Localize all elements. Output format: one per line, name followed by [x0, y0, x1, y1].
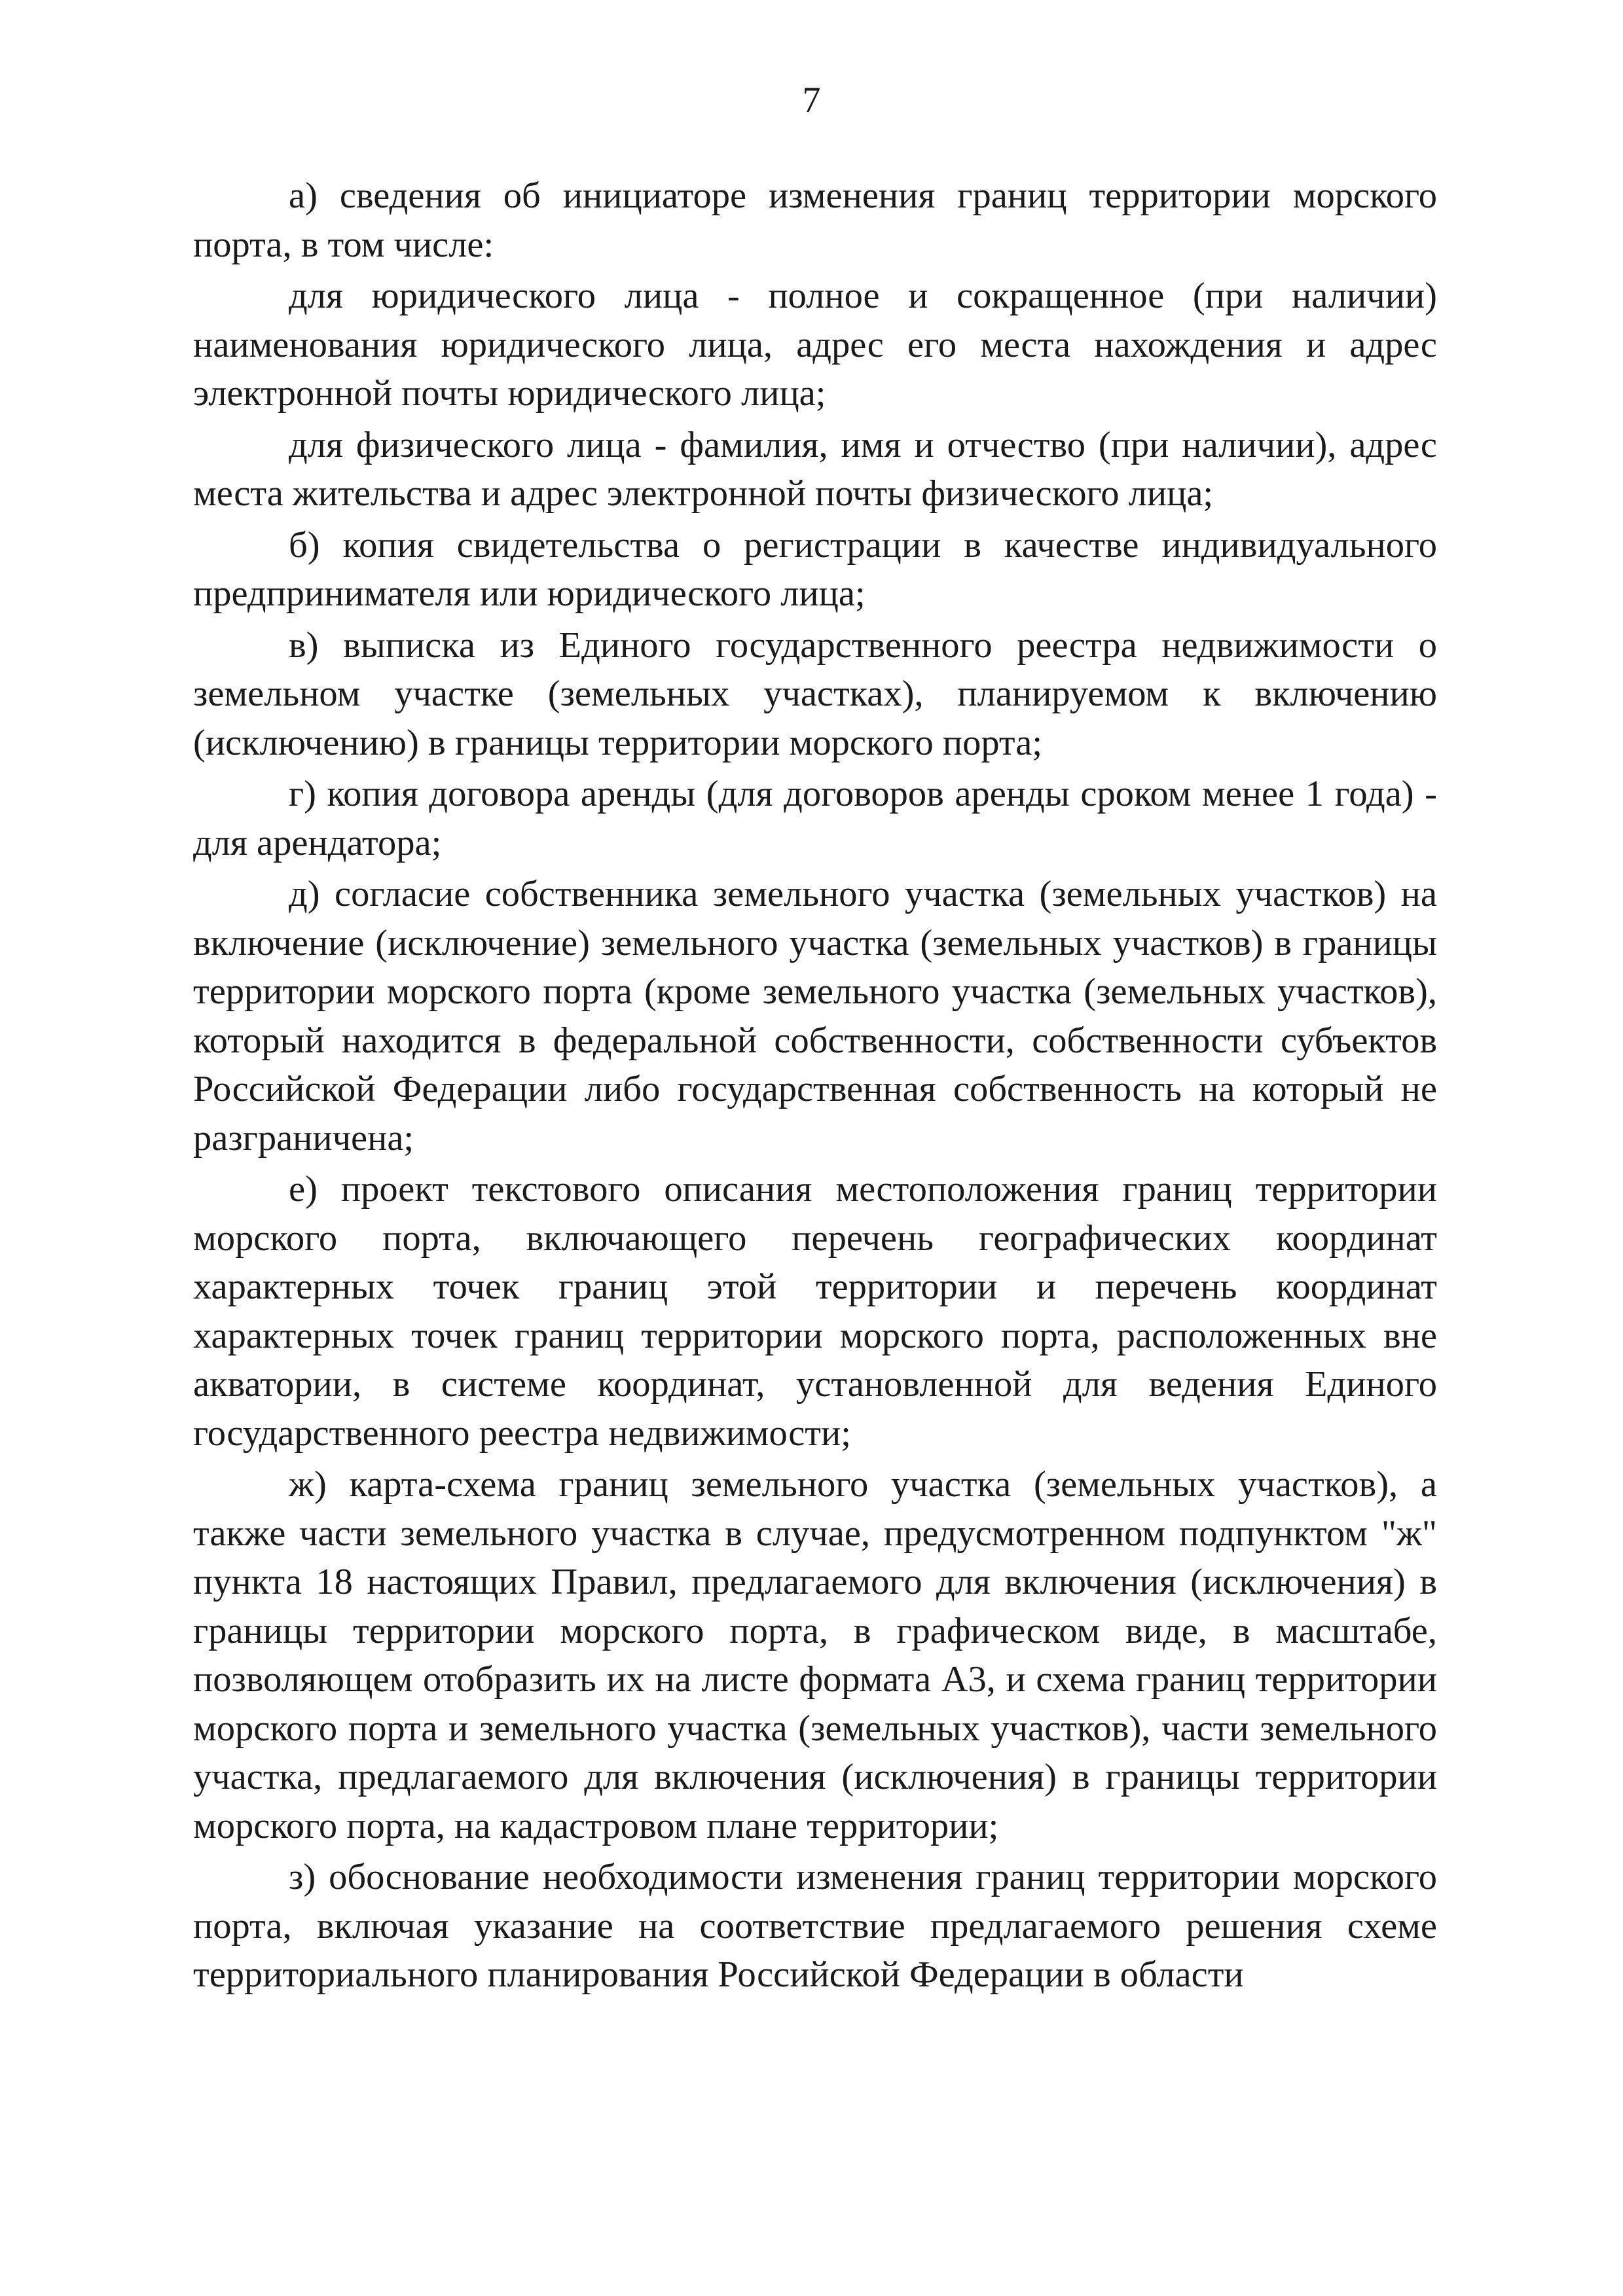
paragraph-a: а) сведения об инициаторе изменения границ территории морского порта, в том числе: — [193, 175, 1437, 265]
paragraph-legal-entity: для юридического лица - полное и сокращенное (при наличии) наименования юридического лица, адрес его места нахождения и адрес электронной почты юридического лица; — [193, 276, 1437, 414]
paragraph-individual: для физического лица - фамилия, имя и отчество (при наличии), адрес места жительства и адрес электронной почты физического лица; — [193, 424, 1437, 514]
paragraph-z: з) обоснование необходимости изменения границ территории морского порта, включая указание на соответствие предлагаемого решения схеме территориального планирования Российской Федерации в области — [193, 1857, 1437, 1995]
paragraph-v: в) выписка из Единого государственного реестра недвижимости о земельном участке (земельных участках), планируемом к включению (исключению) в границы территории морского порта; — [193, 624, 1437, 763]
paragraph-g: г) копия договора аренды (для договоров аренды сроком менее 1 года) - для арендатора; — [193, 774, 1437, 863]
paragraph-d: д) согласие собственника земельного участка (земельных участков) на включение (исключение) земельного участка (земельных участков) в границы территории морского порта (кроме земельного участка (земельных участков), который находится в федеральной собственности, собственности субъектов Российской Федерации либо государственная собственность на который не разграничена; — [193, 874, 1437, 1158]
paragraph-zh: ж) карта-схема границ земельного участка (земельных участков), а также части земельного участка в случае, предусмотренном подпунктом "ж" пункта 18 настоящих Правил, предлагаемого для включения (исключения) в границы территории морского порта, в графическом виде, в масштабе, позволяющем отобразить их на листе формата А3, и схема границ территории морского порта и земельного участка (земельных участков), части земельного участка, предлагаемого для включения (исключения) в границы территории морского порта, на кадастровом плане территории; — [193, 1464, 1437, 1846]
page-number: 7 — [802, 80, 821, 120]
paragraph-b: б) копия свидетельства о регистрации в качестве индивидуального предпринимателя или юридического лица; — [193, 524, 1437, 614]
document-body — [193, 171, 1437, 2002]
paragraph-e: е) проект текстового описания местоположения границ территории морского порта, включающего перечень географических координат характерных точек границ этой территории и перечень координат характерных точек границ территории морского порта, расположенных вне акватории, в системе координат, установленной для ведения Единого государственного реестра недвижимости; — [193, 1169, 1437, 1454]
